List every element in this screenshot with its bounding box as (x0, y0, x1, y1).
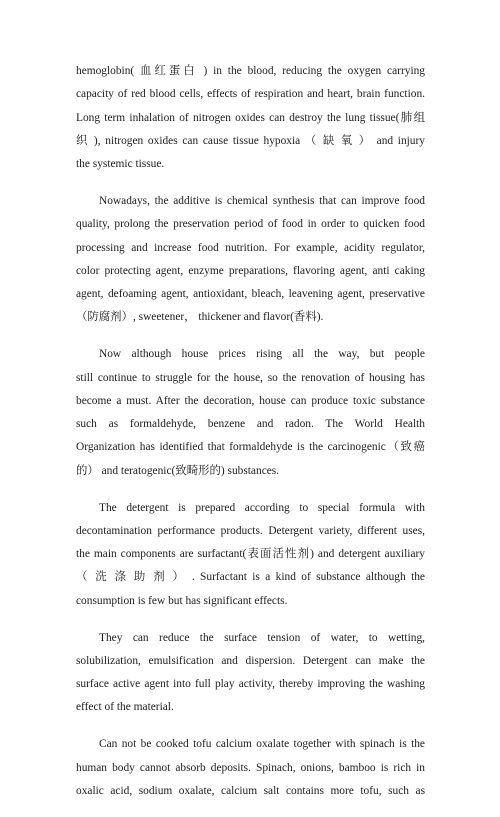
text-line: Long term inhalation of nitrogen oxides can destroy the lung tissue(肺组 (76, 111, 425, 124)
paragraph-surface-tension (76, 627, 425, 720)
text-line: the systemic tissue. (76, 158, 165, 171)
text-line: the main components are surfactant(表面活性剂) and detergent auxiliary (76, 548, 425, 561)
paragraph-housing (76, 343, 425, 483)
paragraph-additive (76, 190, 425, 330)
text-line: Can not be cooked tofu calcium oxalate together with spinach is the (99, 738, 425, 751)
text-line: capacity of red blood cells, effects of respiration and heart, brain function. (76, 88, 425, 101)
text-line: Organization has identified that formaldehyde is the carcinogenic（致癌 (76, 441, 425, 454)
text-line: surface active agent into full play activity, thereby improving the washing (76, 678, 425, 691)
text-line: quality, prolong the preservation period of food in order to quicken food (76, 218, 425, 231)
text-line: solubilization, emulsification and dispersion. Detergent can make the (76, 654, 425, 667)
paragraph-detergent (76, 497, 425, 613)
text-line: Now although house prices rising all the way, but people (99, 348, 425, 361)
text-line: oxalic acid, sodium oxalate, calcium salt contains more tofu, such as (76, 784, 425, 797)
text-line: 的） and teratogenic(致畸形的) substances. (76, 464, 280, 477)
text-line: decontamination performance products. Detergent variety, different uses, (76, 524, 425, 537)
text-line: human body cannot absorb deposits. Spinach, onions, bamboo is rich in (76, 761, 425, 774)
text-line: still continue to struggle for the house, so the renovation of housing has (76, 371, 425, 384)
text-line: hemoglobin( 血红蛋白 ) in the blood, reducing the oxygen carrying (76, 65, 425, 77)
text-line: The detergent is prepared according to special formula with (99, 501, 425, 514)
text-line: （防腐剂）, sweetener， thickener and flavor(香料). (76, 311, 324, 324)
text-line: processing and increase food nutrition. For example, acidity regulator, (76, 241, 425, 254)
text-line: consumption is few but has significant effects. (76, 594, 288, 607)
text-line: Nowadays, the additive is chemical synthesis that can improve food (99, 194, 425, 207)
paragraph-hemoglobin (76, 60, 425, 176)
text-line: agent, defoaming agent, antioxidant, bleach, leavening agent, preservative (76, 288, 425, 301)
text-line: color protecting agent, enzyme preparations, flavoring agent, anti caking (76, 264, 425, 277)
text-line: such as formaldehyde, benzene and radon. The World Health (76, 418, 425, 431)
paragraph-tofu-spinach (76, 733, 425, 803)
text-line: They can reduce the surface tension of water, to wetting, (99, 631, 425, 644)
text-line: effect of the material. (76, 701, 174, 714)
text-line: become a must. After the decoration, house can produce toxic substance (76, 394, 425, 407)
text-line: （ 洗 涤 助 剂 ） . Surfactant is a kind of substance although the (76, 571, 425, 584)
document-body (76, 60, 425, 817)
text-line: 织 ), nitrogen oxides can cause tissue hypoxia （ 缺 氧 ） and injury (76, 134, 425, 147)
